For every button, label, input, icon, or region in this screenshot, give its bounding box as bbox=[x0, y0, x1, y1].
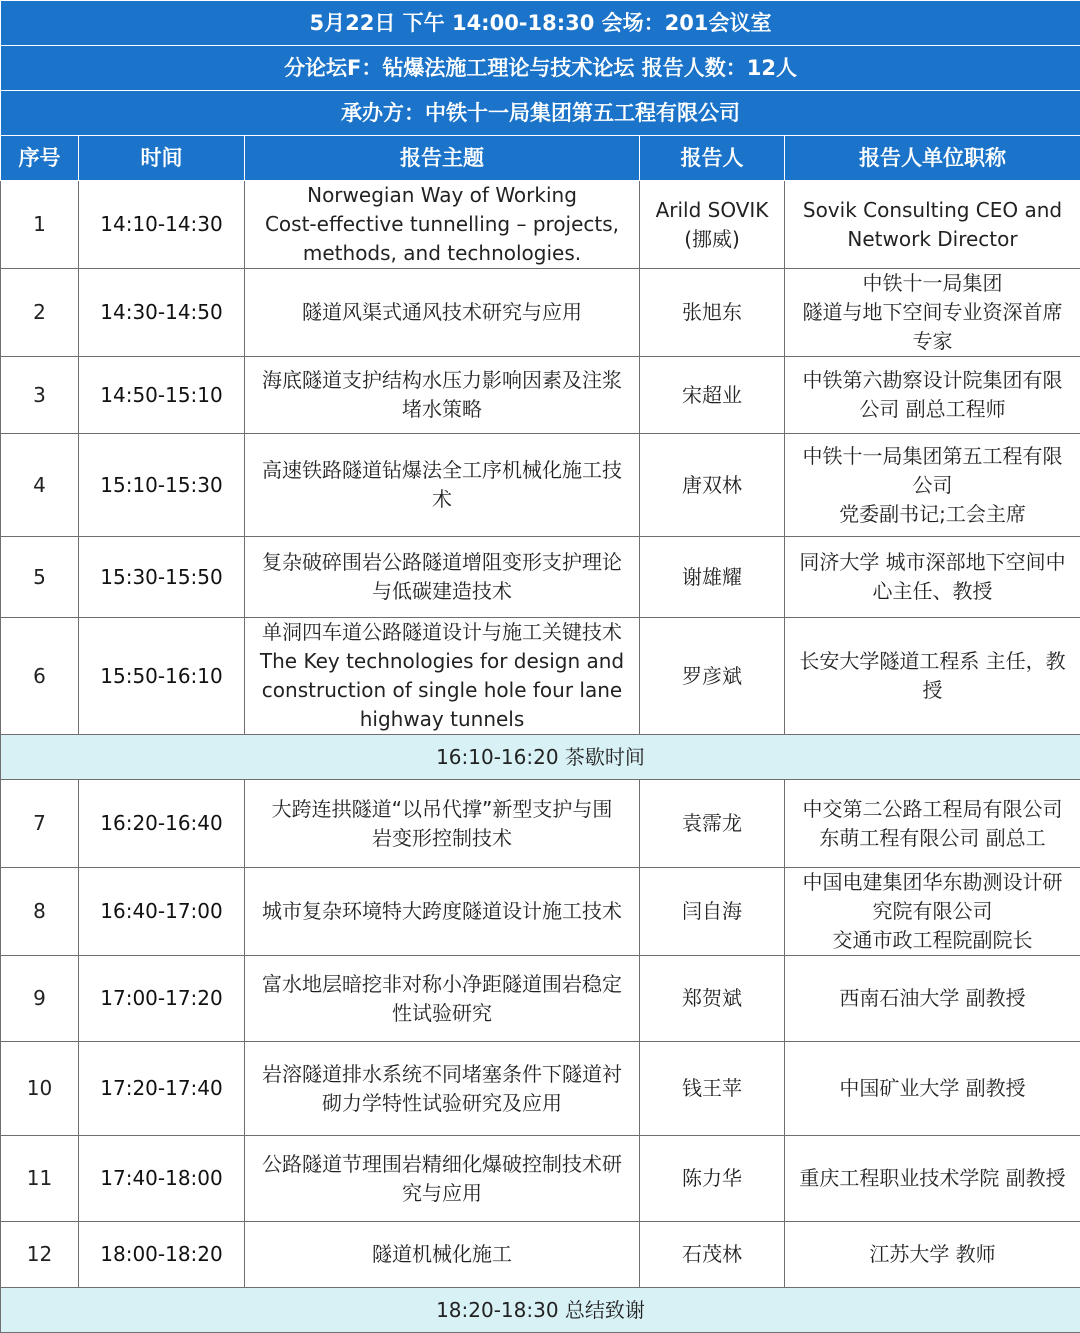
row-affiliation bbox=[785, 269, 1080, 357]
row-affiliation-line: 中国矿业大学 副教授 bbox=[839, 1076, 1026, 1100]
organizer-banner-row bbox=[1, 91, 1080, 136]
row-time: 17:40-18:00 bbox=[79, 1136, 245, 1222]
row-topic-line: methods, and technologies. bbox=[302, 241, 582, 265]
table-row bbox=[1, 181, 1080, 269]
row-speaker-line: 宋超业 bbox=[682, 382, 742, 407]
row-speaker bbox=[640, 1136, 785, 1222]
row-topic-line: 术 bbox=[432, 487, 452, 511]
table-row bbox=[1, 434, 1080, 537]
row-topic-line: 砌力学特性试验研究及应用 bbox=[322, 1090, 562, 1115]
table-row bbox=[1, 269, 1080, 357]
row-topic-line: 单洞四车道公路隧道设计与施工关键技术 bbox=[262, 620, 622, 644]
table-row bbox=[1, 780, 1080, 868]
row-topic-line: 海底隧道支护结构水压力影响因素及注浆 bbox=[262, 368, 622, 392]
row-topic-line: Cost-effective tunnelling – projects, bbox=[264, 212, 620, 236]
row-affiliation-line: 专家 bbox=[912, 329, 953, 353]
row-number: 11 bbox=[1, 1136, 79, 1222]
row-affiliation bbox=[785, 357, 1080, 434]
row-affiliation bbox=[785, 434, 1080, 537]
row-affiliation-line: 公司 bbox=[912, 472, 953, 497]
row-speaker bbox=[640, 1042, 785, 1136]
row-topic-line: The Key technologies for design and bbox=[259, 649, 625, 673]
table-row bbox=[1, 1136, 1080, 1222]
row-speaker-line: 谢雄耀 bbox=[682, 564, 742, 589]
row-affiliation-line: 党委副书记;工会主席 bbox=[839, 501, 1026, 526]
talks-group-2 bbox=[1, 780, 1080, 1288]
row-speaker-line: 唐双林 bbox=[682, 472, 742, 497]
row-speaker-line: 陈力华 bbox=[682, 1166, 742, 1190]
row-speaker-line: 袁霈龙 bbox=[682, 811, 742, 835]
row-affiliation-line: 究院有限公司 bbox=[872, 899, 993, 923]
row-affiliation-line: 西南石油大学 副教授 bbox=[839, 986, 1026, 1010]
row-speaker-line: (挪威) bbox=[684, 226, 740, 251]
row-speaker bbox=[640, 780, 785, 868]
row-topic-line: 复杂破碎围岩公路隧道增阻变形支护理论 bbox=[262, 550, 622, 574]
row-affiliation-line: 公司 副总工程师 bbox=[859, 397, 1006, 421]
row-affiliation-line: 隧道与地下空间专业资深首席 bbox=[802, 300, 1063, 324]
row-number: 7 bbox=[1, 780, 79, 868]
row-number: 2 bbox=[1, 269, 79, 357]
row-topic-line: 岩溶隧道排水系统不同堵塞条件下隧道衬 bbox=[262, 1061, 622, 1086]
row-number: 4 bbox=[1, 434, 79, 537]
header-topic: 报告主题 bbox=[245, 136, 640, 181]
table-row bbox=[1, 868, 1080, 956]
row-number: 10 bbox=[1, 1042, 79, 1136]
row-time: 14:50-15:10 bbox=[79, 357, 245, 434]
row-affiliation-line: 中铁十一局集团第五工程有限 bbox=[802, 443, 1063, 468]
row-topic bbox=[245, 537, 640, 618]
row-speaker-line: 罗彦斌 bbox=[682, 663, 742, 688]
row-affiliation-line: 中交第二公路工程局有限公司 bbox=[802, 796, 1063, 821]
row-topic-line: 性试验研究 bbox=[392, 1000, 492, 1025]
header-speaker: 报告人 bbox=[640, 136, 785, 181]
row-topic bbox=[245, 357, 640, 434]
row-time: 14:10-14:30 bbox=[79, 181, 245, 269]
table-row bbox=[1, 537, 1080, 618]
row-speaker bbox=[640, 868, 785, 956]
row-number: 5 bbox=[1, 537, 79, 618]
row-affiliation-line: Sovik Consulting CEO and bbox=[802, 197, 1063, 222]
table-row bbox=[1, 956, 1080, 1042]
row-topic-line: 堵水策略 bbox=[402, 397, 482, 421]
row-time: 15:30-15:50 bbox=[79, 537, 245, 618]
talks-group-1 bbox=[1, 181, 1080, 735]
table-row bbox=[1, 1042, 1080, 1136]
row-topic-line: highway tunnels bbox=[359, 707, 525, 731]
row-number: 9 bbox=[1, 956, 79, 1042]
row-affiliation-line: Network Director bbox=[847, 226, 1018, 251]
row-topic bbox=[245, 618, 640, 735]
row-speaker bbox=[640, 956, 785, 1042]
row-speaker bbox=[640, 1222, 785, 1288]
row-topic bbox=[245, 269, 640, 357]
row-time: 18:00-18:20 bbox=[79, 1222, 245, 1288]
row-topic-line: 城市复杂环境特大跨度隧道设计施工技术 bbox=[262, 899, 622, 923]
row-number: 6 bbox=[1, 618, 79, 735]
header-time: 时间 bbox=[79, 136, 245, 181]
row-time: 15:10-15:30 bbox=[79, 434, 245, 537]
closing-row bbox=[1, 1288, 1080, 1333]
row-speaker bbox=[640, 434, 785, 537]
table-row bbox=[1, 357, 1080, 434]
row-affiliation-line: 东萌工程有限公司 副总工 bbox=[819, 825, 1046, 850]
row-affiliation bbox=[785, 956, 1080, 1042]
row-number: 8 bbox=[1, 868, 79, 956]
row-topic-line: 隧道机械化施工 bbox=[372, 1242, 512, 1266]
row-topic-line: 岩变形控制技术 bbox=[372, 825, 512, 850]
row-affiliation-line: 心主任、教授 bbox=[872, 579, 993, 603]
row-affiliation bbox=[785, 780, 1080, 868]
row-speaker-line: 闫自海 bbox=[682, 899, 742, 923]
row-affiliation-line: 授 bbox=[922, 678, 943, 702]
row-speaker-line: 钱王苹 bbox=[682, 1076, 742, 1100]
row-topic-line: 高速铁路隧道钻爆法全工序机械化施工技 bbox=[262, 458, 622, 482]
tea-break-label: 16:10-16:20 茶歇时间 bbox=[1, 735, 1080, 780]
row-topic-line: 与低碳建造技术 bbox=[372, 579, 512, 603]
table-row bbox=[1, 618, 1080, 735]
row-speaker bbox=[640, 357, 785, 434]
header-affiliation: 报告人单位职称 bbox=[785, 136, 1080, 181]
row-time: 17:20-17:40 bbox=[79, 1042, 245, 1136]
row-topic-line: 富水地层暗挖非对称小净距隧道围岩稳定 bbox=[262, 971, 622, 996]
row-time: 15:50-16:10 bbox=[79, 618, 245, 735]
row-number: 3 bbox=[1, 357, 79, 434]
row-topic bbox=[245, 780, 640, 868]
row-topic-line: 大跨连拱隧道“以吊代撑”新型支护与围 bbox=[271, 796, 613, 821]
row-affiliation bbox=[785, 181, 1080, 269]
tea-break-row bbox=[1, 735, 1080, 780]
row-number: 12 bbox=[1, 1222, 79, 1288]
row-topic-line: 公路隧道节理围岩精细化爆破控制技术研 bbox=[262, 1151, 622, 1176]
session-time-venue: 5月22日 下午 14:00-18:30 会场：201会议室 bbox=[1, 1, 1080, 46]
row-topic bbox=[245, 1042, 640, 1136]
row-number: 1 bbox=[1, 181, 79, 269]
row-affiliation bbox=[785, 1042, 1080, 1136]
closing-label: 18:20-18:30 总结致谢 bbox=[1, 1288, 1080, 1333]
row-topic-line: construction of single hole four lane bbox=[261, 678, 623, 702]
row-affiliation bbox=[785, 537, 1080, 618]
row-speaker bbox=[640, 537, 785, 618]
row-affiliation-line: 中国电建集团华东勘测设计研 bbox=[802, 870, 1063, 894]
row-topic bbox=[245, 1222, 640, 1288]
row-speaker-line: 郑贺斌 bbox=[682, 986, 742, 1010]
row-affiliation-line: 交通市政工程院副院长 bbox=[832, 928, 1033, 952]
row-time: 17:00-17:20 bbox=[79, 956, 245, 1042]
row-speaker-line: 石茂林 bbox=[682, 1242, 742, 1266]
row-affiliation-line: 重庆工程职业技术学院 副教授 bbox=[799, 1166, 1066, 1190]
row-time: 16:20-16:40 bbox=[79, 780, 245, 868]
row-topic-line: 隧道风渠式通风技术研究与应用 bbox=[302, 300, 582, 324]
row-speaker-line: 张旭东 bbox=[682, 300, 742, 324]
row-time: 16:40-17:00 bbox=[79, 868, 245, 956]
row-affiliation bbox=[785, 868, 1080, 956]
row-topic bbox=[245, 956, 640, 1042]
row-topic bbox=[245, 1136, 640, 1222]
row-speaker-line: Arild SOVIK bbox=[655, 197, 769, 222]
row-time: 14:30-14:50 bbox=[79, 269, 245, 357]
row-topic bbox=[245, 868, 640, 956]
forum-banner-row bbox=[1, 46, 1080, 91]
row-affiliation bbox=[785, 1136, 1080, 1222]
row-speaker bbox=[640, 269, 785, 357]
row-speaker bbox=[640, 618, 785, 735]
row-affiliation-line: 中铁十一局集团 bbox=[862, 271, 1003, 295]
row-speaker bbox=[640, 181, 785, 269]
session-banner-row bbox=[1, 1, 1080, 46]
forum-title: 分论坛F：钻爆法施工理论与技术论坛 报告人数：12人 bbox=[1, 46, 1080, 91]
row-topic-line: 究与应用 bbox=[402, 1180, 482, 1205]
row-affiliation bbox=[785, 618, 1080, 735]
row-topic bbox=[245, 434, 640, 537]
row-affiliation-line: 江苏大学 教师 bbox=[869, 1242, 996, 1266]
header-number: 序号 bbox=[1, 136, 79, 181]
row-topic bbox=[245, 181, 640, 269]
row-topic-line: Norwegian Way of Working bbox=[307, 183, 577, 207]
row-affiliation-line: 中铁第六勘察设计院集团有限 bbox=[802, 368, 1063, 392]
table-row bbox=[1, 1222, 1080, 1288]
row-affiliation-line: 长安大学隧道工程系 主任，教 bbox=[799, 649, 1066, 673]
column-header-row bbox=[1, 136, 1080, 181]
row-affiliation bbox=[785, 1222, 1080, 1288]
organizer: 承办方：中铁十一局集团第五工程有限公司 bbox=[1, 91, 1080, 136]
row-affiliation-line: 同济大学 城市深部地下空间中 bbox=[799, 550, 1066, 574]
